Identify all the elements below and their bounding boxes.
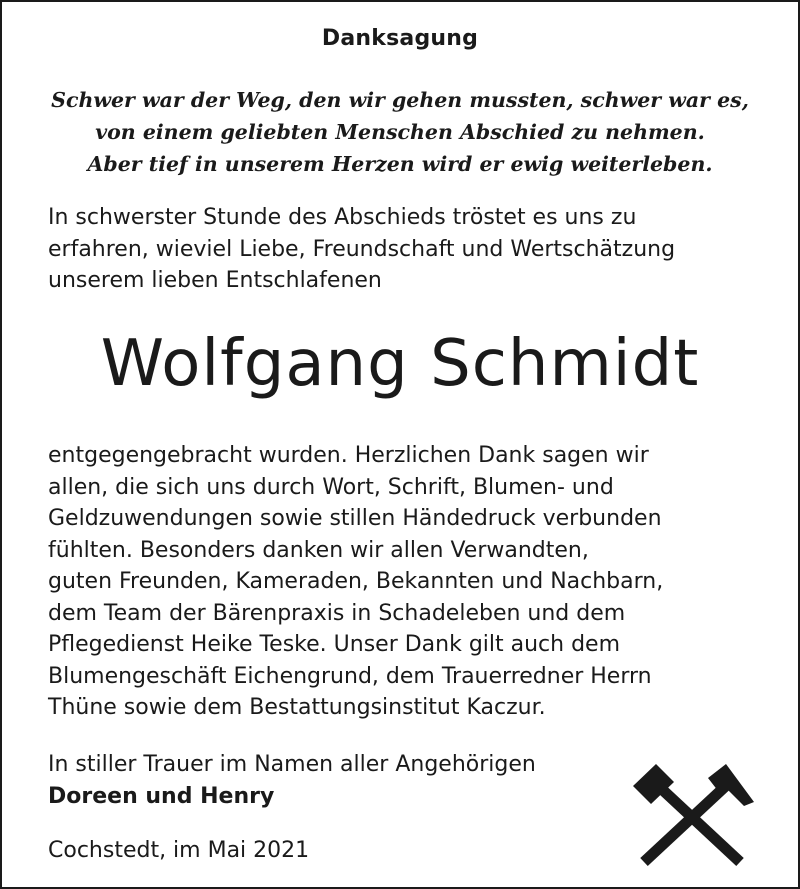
thanks-line: Geldzuwendungen sowie stillen Händedruck verbunden	[48, 506, 662, 531]
poem-line: von einem geliebten Menschen Abschied zu nehmen.	[95, 120, 705, 144]
deceased-name: Wolfgang Schmidt	[100, 327, 700, 401]
poem-line: Aber tief in unserem Herzen wird er ewig weiterleben.	[87, 152, 713, 176]
closing-block	[48, 749, 536, 813]
poem-line: Schwer war der Weg, den wir gehen mussten, schwer war es,	[51, 88, 749, 112]
thanks-line: entgegengebracht wurden. Herzlichen Dank sagen wir	[48, 443, 649, 468]
intro-line: unserem lieben Entschlafenen	[48, 268, 382, 293]
closing-line: In stiller Trauer im Namen aller Angehörigen	[48, 752, 536, 777]
place-date: Cochstedt, im Mai 2021	[48, 838, 310, 863]
thanks-line: Pflegedienst Heike Teske. Unser Dank gilt auch dem	[48, 632, 621, 657]
thanks-line: dem Team der Bärenpraxis in Schadeleben und dem	[48, 600, 626, 626]
poem-verse	[2, 84, 798, 180]
thanks-line: allen, die sich uns durch Wort, Schrift, Blumen- und	[48, 474, 614, 500]
thanks-line: guten Freunden, Kameraden, Bekannten und Nachbarn,	[48, 569, 664, 594]
intro-line: In schwerster Stunde des Abschieds tröstet es uns zu	[48, 205, 637, 230]
notice-heading: Danksagung	[321, 26, 479, 51]
thanks-line: Thüne sowie dem Bestattungsinstitut Kaczur.	[48, 695, 546, 720]
intro-line: erfahren, wieviel Liebe, Freundschaft und Wertschätzung	[48, 236, 676, 262]
thanks-paragraph	[48, 440, 788, 724]
crossed-hammers-icon	[630, 762, 756, 870]
signers: Doreen und Henry	[48, 784, 275, 809]
thanks-line: Blumengeschäft Eichengrund, dem Trauerredner Herrn	[48, 663, 652, 689]
thanks-line: fühlten. Besonders danken wir allen Verwandten,	[48, 537, 589, 563]
intro-paragraph	[48, 202, 788, 297]
